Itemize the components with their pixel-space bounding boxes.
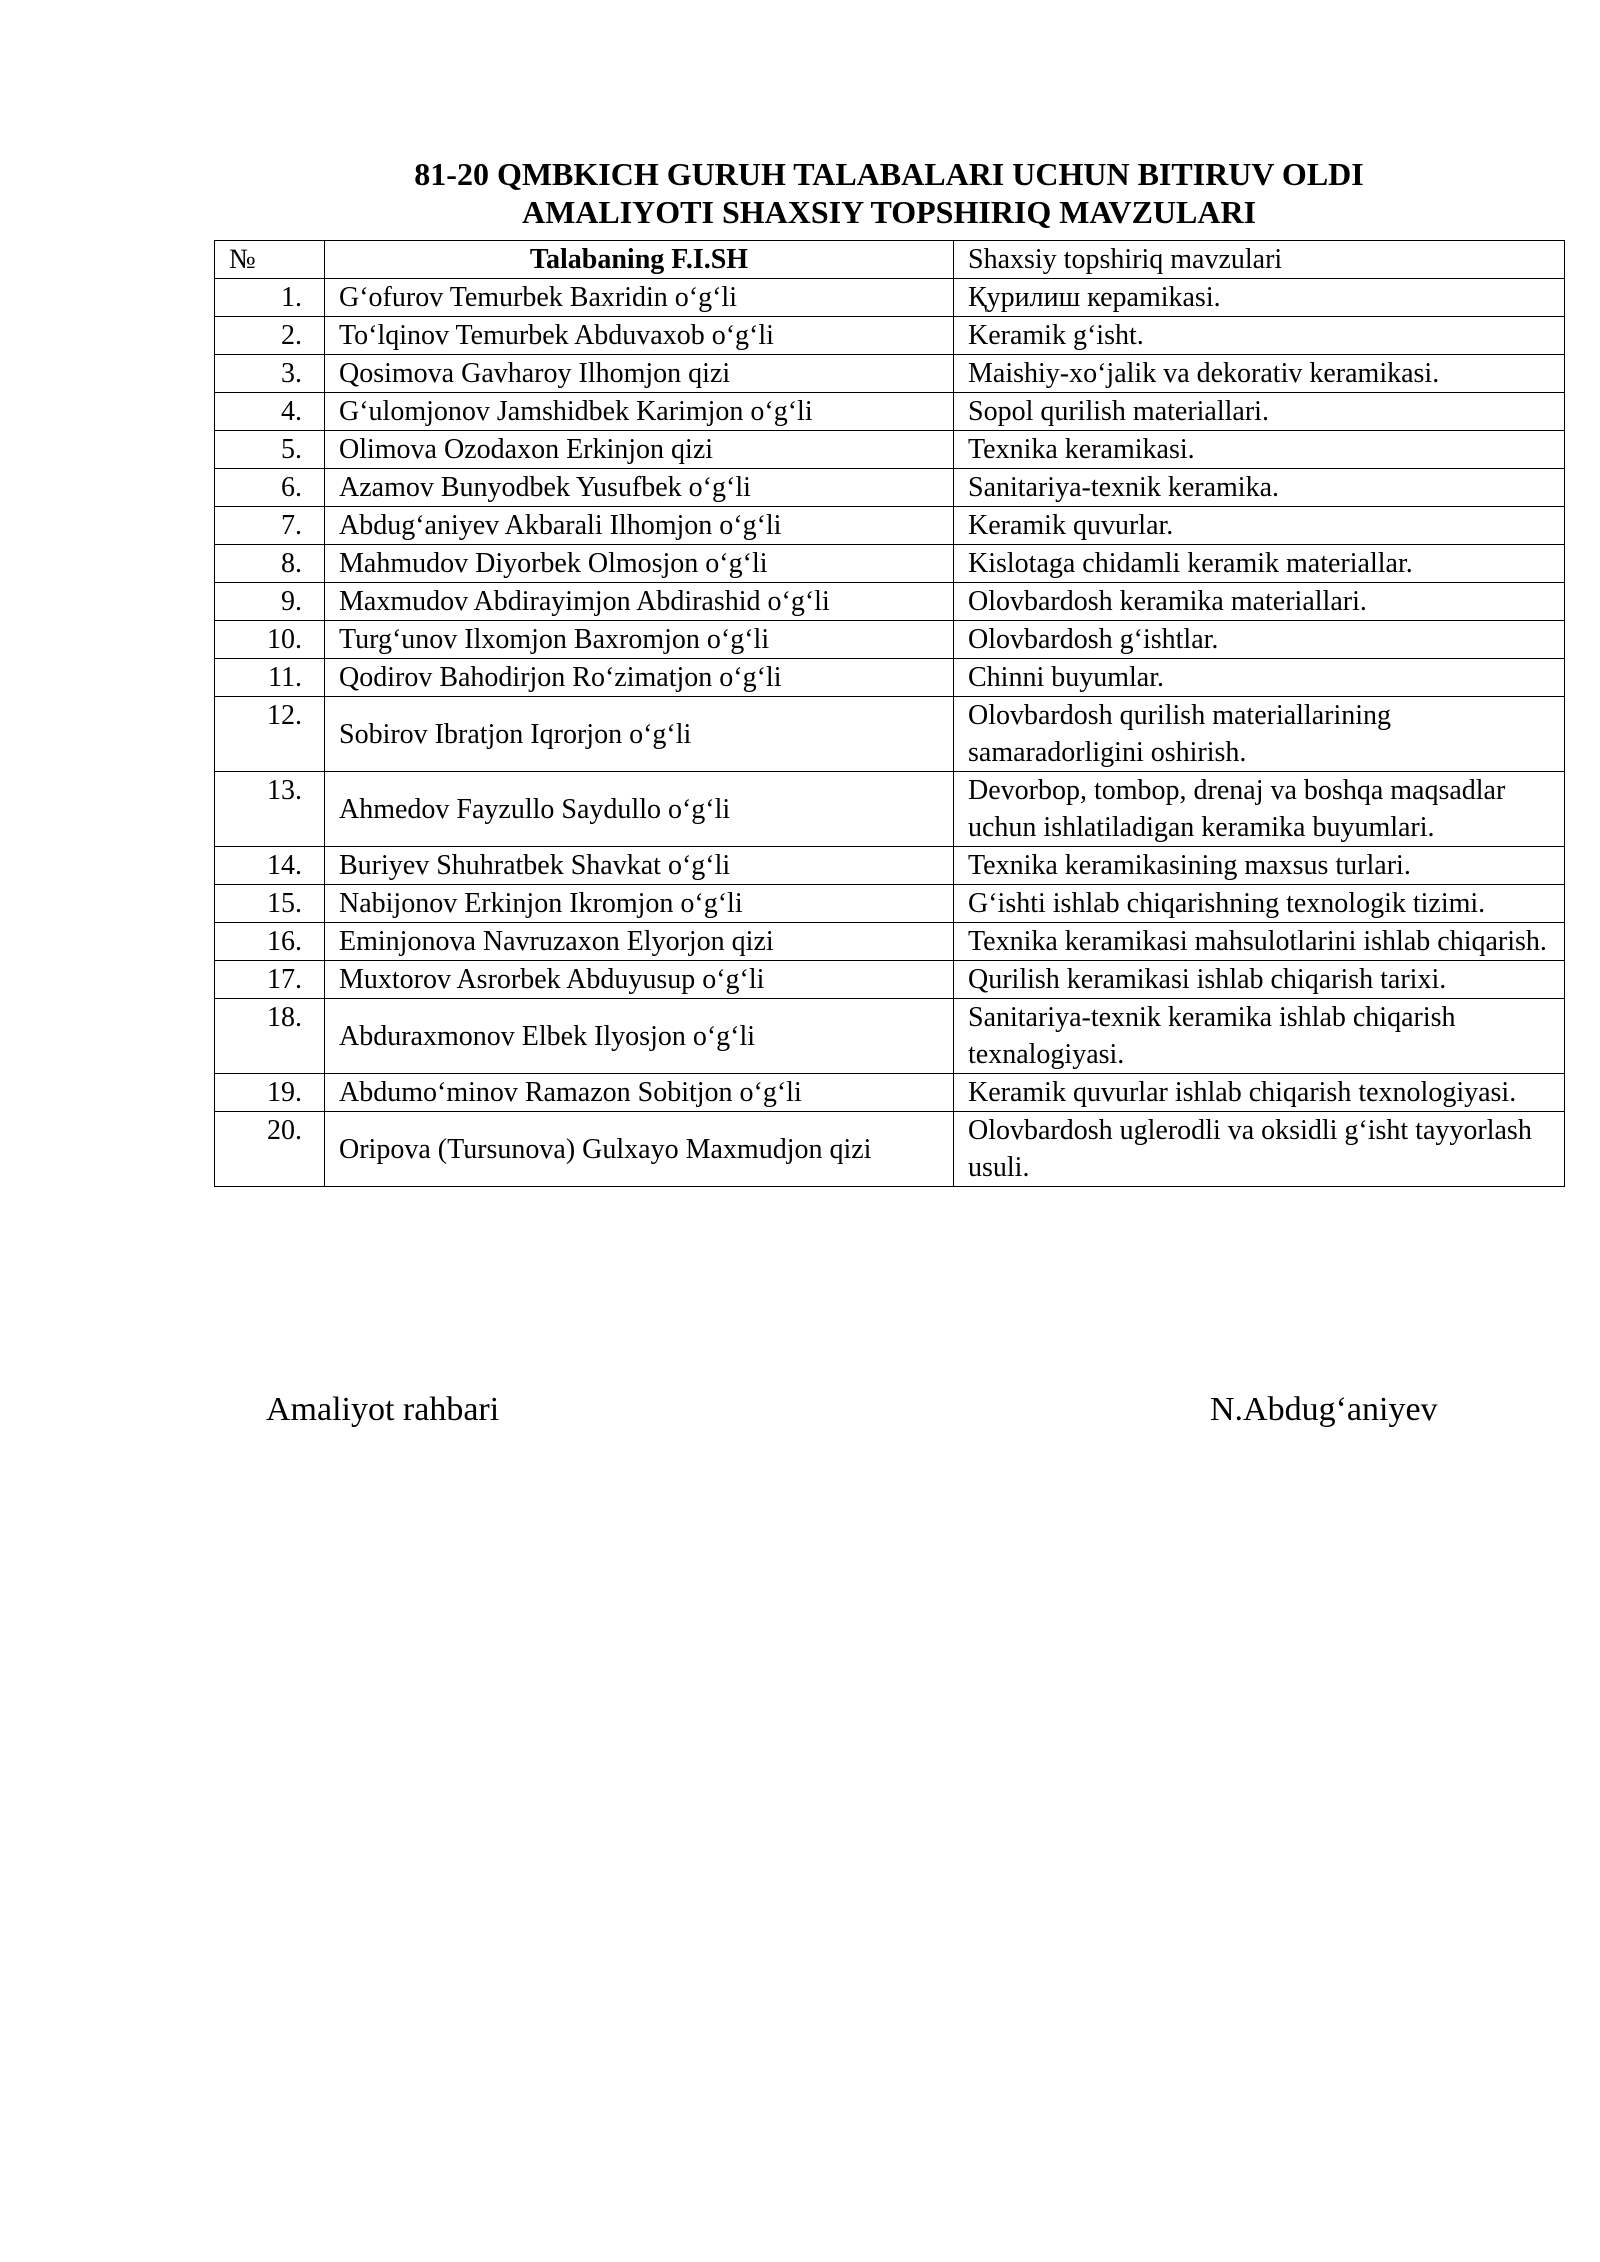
supervisor-name: N.Abdug‘aniyev [1210, 1391, 1438, 1428]
topic-title: G‘ishti ishlab chiqarishning texnologik tizimi. [954, 885, 1565, 923]
row-number: 19. [215, 1074, 325, 1112]
row-number: 5. [215, 431, 325, 469]
topic-title: Olovbardosh qurilish materiallarining samaradorligini oshirish. [954, 697, 1565, 772]
table-row [215, 1074, 1565, 1112]
topic-title: Chinni buyumlar. [954, 659, 1565, 697]
student-name: Sobirov Ibratjon Iqrorjon o‘g‘li [325, 697, 954, 772]
table-row [215, 772, 1565, 847]
row-number: 2. [215, 317, 325, 355]
table-row [215, 621, 1565, 659]
student-name: Maxmudov Abdirayimjon Abdirashid o‘g‘li [325, 583, 954, 621]
topic-title: Sanitariya-texnik keramika. [954, 469, 1565, 507]
student-name: Buriyev Shuhratbek Shavkat o‘g‘li [325, 847, 954, 885]
table-row [215, 961, 1565, 999]
row-number: 15. [215, 885, 325, 923]
student-name: Eminjonova Navruzaxon Elyorjon qizi [325, 923, 954, 961]
table-row [215, 583, 1565, 621]
table-body [215, 279, 1565, 1187]
table-row [215, 1112, 1565, 1187]
table-row [215, 469, 1565, 507]
row-number: 13. [215, 772, 325, 847]
row-number: 12. [215, 697, 325, 772]
row-number: 3. [215, 355, 325, 393]
table-row [215, 697, 1565, 772]
table-row [215, 507, 1565, 545]
table-row [215, 317, 1565, 355]
student-name: Abdumo‘minov Ramazon Sobitjon o‘g‘li [325, 1074, 954, 1112]
topic-title: Olovbardosh g‘ishtlar. [954, 621, 1565, 659]
student-name: Mahmudov Diyorbek Olmosjon o‘g‘li [325, 545, 954, 583]
student-name: Olimova Ozodaxon Erkinjon qizi [325, 431, 954, 469]
student-name: Abduraxmonov Elbek Ilyosjon o‘g‘li [325, 999, 954, 1074]
row-number: 14. [215, 847, 325, 885]
row-number: 6. [215, 469, 325, 507]
student-name: G‘ofurov Temurbek Baxridin o‘g‘li [325, 279, 954, 317]
table-row [215, 279, 1565, 317]
table-row [215, 431, 1565, 469]
table-row [215, 999, 1565, 1074]
student-name: Oripova (Tursunova) Gulxayo Maxmudjon qizi [325, 1112, 954, 1187]
topic-title: Keramik g‘isht. [954, 317, 1565, 355]
document-title-line-1: 81-20 QMBKICH GURUH TALABALARI UCHUN BITIRUV OLDI [414, 156, 1364, 192]
row-number: 17. [215, 961, 325, 999]
topic-title: Kislotaga chidamli keramik materiallar. [954, 545, 1565, 583]
table-header [215, 241, 1565, 279]
topic-title: Texnika keramikasi mahsulotlarini ishlab chiqarish. [954, 923, 1565, 961]
topic-title: Devorbop, tombop, drenaj va boshqa maqsadlar uchun ishlatiladigan keramika buyumlari. [954, 772, 1565, 847]
student-name: Nabijonov Erkinjon Ikromjon o‘g‘li [325, 885, 954, 923]
student-name: Muxtorov Asrorbek Abduyusup o‘g‘li [325, 961, 954, 999]
student-name: Azamov Bunyodbek Yusufbek o‘g‘li [325, 469, 954, 507]
row-number: 11. [215, 659, 325, 697]
student-name: Ahmedov Fayzullo Saydullo o‘g‘li [325, 772, 954, 847]
row-number: 1. [215, 279, 325, 317]
header-student-name: Talabaning F.I.SH [325, 241, 954, 279]
row-number: 7. [215, 507, 325, 545]
row-number: 20. [215, 1112, 325, 1187]
table-row [215, 355, 1565, 393]
table-row [215, 393, 1565, 431]
header-row [215, 241, 1565, 279]
student-name: G‘ulomjonov Jamshidbek Karimjon o‘g‘li [325, 393, 954, 431]
student-name: Abdug‘aniyev Akbarali Ilhomjon o‘g‘li [325, 507, 954, 545]
row-number: 4. [215, 393, 325, 431]
document-title-line-2: AMALIYOTI SHAXSIY TOPSHIRIQ MAVZULARI [521, 194, 1257, 230]
table-row [215, 923, 1565, 961]
topic-title: Keramik quvurlar ishlab chiqarish texnologiyasi. [954, 1074, 1565, 1112]
topic-title: Olovbardosh keramika materiallari. [954, 583, 1565, 621]
topic-title: Sopol qurilish materiallari. [954, 393, 1565, 431]
topic-title: Keramik quvurlar. [954, 507, 1565, 545]
row-number: 18. [215, 999, 325, 1074]
supervisor-label: Amaliyot rahbari [266, 1391, 500, 1428]
topic-title: Sanitariya-texnik keramika ishlab chiqarish texnalogiyasi. [954, 999, 1565, 1074]
topic-title: Қурилиш керamikasi. [954, 279, 1565, 317]
topic-title: Olovbardosh uglerodli va oksidli g‘isht tayyorlash usuli. [954, 1112, 1565, 1187]
table-row [215, 659, 1565, 697]
student-name: To‘lqinov Temurbek Abduvaxob o‘g‘li [325, 317, 954, 355]
topic-title: Texnika keramikasi. [954, 431, 1565, 469]
row-number: 9. [215, 583, 325, 621]
topic-title: Qurilish keramikasi ishlab chiqarish tarixi. [954, 961, 1565, 999]
row-number: 10. [215, 621, 325, 659]
topic-title: Maishiy-xo‘jalik va dekorativ keramikasi. [954, 355, 1565, 393]
header-number: № [215, 241, 325, 279]
table-row [215, 545, 1565, 583]
student-name: Turg‘unov Ilxomjon Baxromjon o‘g‘li [325, 621, 954, 659]
row-number: 16. [215, 923, 325, 961]
topics-table [214, 240, 1565, 1187]
table-row [215, 847, 1565, 885]
header-topic: Shaxsiy topshiriq mavzulari [954, 241, 1565, 279]
student-name: Qodirov Bahodirjon Ro‘zimatjon o‘g‘li [325, 659, 954, 697]
student-name: Qosimova Gavharoy Ilhomjon qizi [325, 355, 954, 393]
row-number: 8. [215, 545, 325, 583]
table-row [215, 885, 1565, 923]
topic-title: Texnika keramikasining maxsus turlari. [954, 847, 1565, 885]
